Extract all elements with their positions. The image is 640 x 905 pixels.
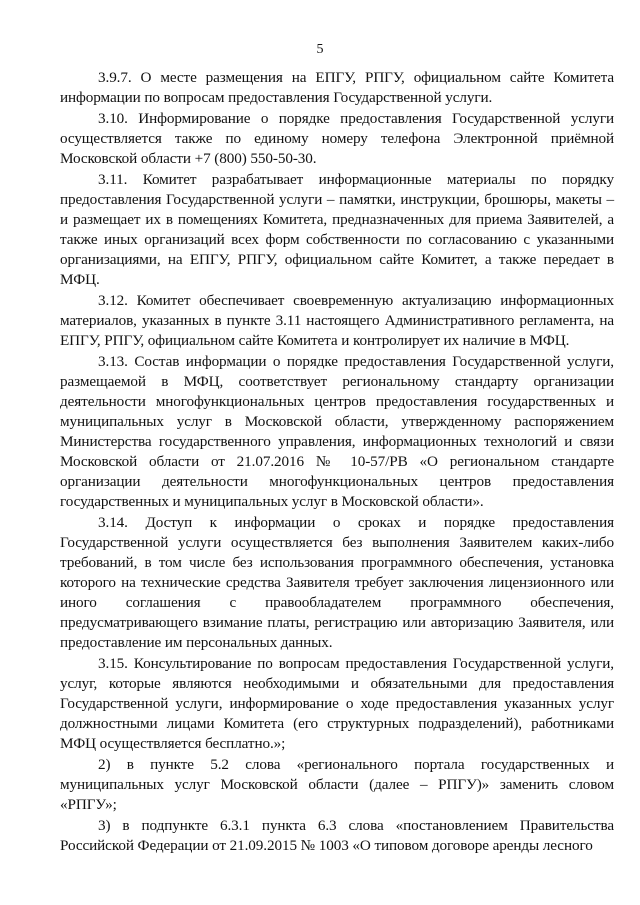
paragraph-3-15: 3.15. Консультирование по вопросам предоставления Государственной услуги, услуг, которые являются необходимыми и обязательными для предоставления Государственной услуги, информирование о ходе предоставления указанных услуг должностными лицами Комитета (его структурных подразделений), работниками МФЦ осуществляется бесплатно.»; bbox=[60, 655, 614, 752]
paragraph-3-13: 3.13. Состав информации о порядке предоставления Государственной услуги, размещаемой в МФЦ, соответствует региональному стандарту организации деятельности многофункциональных центров предоставления государственных и муниципальных услуг в Московской области, утвержденному распоряжением Министерства государственного управления, информационных технологий и связи Московской области от 21.07.2016 № 10-57/РВ «О региональном стандарте организации деятельности многофункциональных центров предоставления государственных и муниципальных услуг в Московской области». bbox=[60, 353, 614, 510]
paragraph-3-9-7: 3.9.7. О месте размещения на ЕПГУ, РПГУ, официальном сайте Комитета информации по вопросам предоставления Государственной услуги. bbox=[60, 69, 614, 106]
paragraph-3-14: 3.14. Доступ к информации о сроках и порядке предоставления Государственной услуги осуществляется без выполнения Заявителем каких-либо требований, в том числе без использования программного обеспечения, установка которого на технические средства Заявителя требует заключения лицензионного или иного соглашения с правообладателем программного обеспечения, предусматривающего взимание платы, регистрацию или авторизацию Заявителя, или предоставление им персональных данных. bbox=[60, 514, 614, 651]
page-number: 5 bbox=[316, 42, 324, 57]
paragraph-item-3: 3) в подпункте 6.3.1 пункта 6.3 слова «постановлением Правительства Российской Федерации от 21.09.2015 № 1003 «О типовом договоре аренды лесного bbox=[60, 817, 614, 854]
paragraph-3-10: 3.10. Информирование о порядке предоставления Государственной услуги осуществляется также по единому номеру телефона Электронной приёмной Московской области +7 (800) 550-50-30. bbox=[60, 110, 614, 167]
paragraph-3-11: 3.11. Комитет разрабатывает информационные материалы по порядку предоставления Государственной услуги – памятки, инструкции, брошюры, макеты – и размещает их в помещениях Комитета, предназначенных для приема Заявителей, а также иных организаций всех форм собственности по согласованию с указанными организациями, на ЕПГУ, РПГУ, официальном сайте Комитет, а также передает в МФЦ. bbox=[60, 171, 614, 288]
paragraph-3-12: 3.12. Комитет обеспечивает своевременную актуализацию информационных материалов, указанных в пункте 3.11 настоящего Административного регламента, на ЕПГУ, РПГУ, официальном сайте Комитета и контролирует их наличие в МФЦ. bbox=[60, 292, 614, 349]
document-body bbox=[60, 68, 614, 857]
paragraph-item-2: 2) в пункте 5.2 слова «регионального портала государственных и муниципальных услуг Московской области (далее – РПГУ)» заменить словом «РПГУ»; bbox=[60, 756, 614, 813]
